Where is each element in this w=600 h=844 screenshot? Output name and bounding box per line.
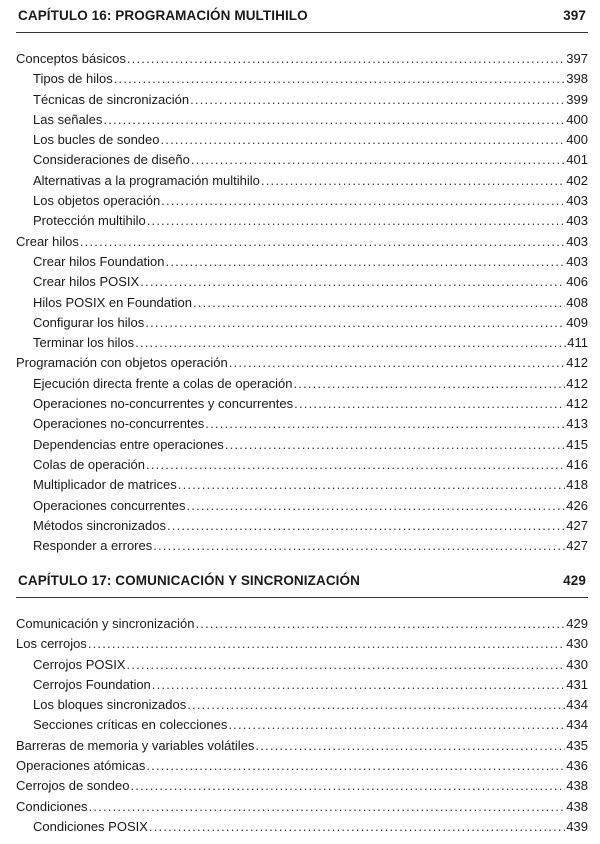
toc-entry-page-number: 416 — [566, 456, 588, 472]
toc-entry — [16, 353, 588, 373]
chapter-heading — [16, 573, 588, 598]
toc-entry-label: Cerrojos de sondeo — [16, 778, 130, 794]
toc-subentry — [16, 90, 588, 110]
toc-subentry — [16, 130, 588, 150]
toc-entry-page-number: 427 — [566, 538, 588, 554]
dot-leader — [140, 272, 565, 292]
toc-entry-label: Crear hilos POSIX — [33, 274, 140, 290]
toc-subentry — [16, 110, 588, 130]
toc-entry — [16, 634, 588, 654]
chapter-title: CAPÍTULO 16: PROGRAMACIÓN MULTIHILO — [18, 8, 308, 23]
toc-entry-label: Multiplicador de matrices — [33, 477, 177, 493]
toc-subentry — [16, 435, 588, 455]
toc-entry-page-number: 400 — [566, 111, 588, 127]
toc-subentry — [16, 655, 588, 675]
toc-entry-page-number: 412 — [566, 355, 588, 371]
toc-entry — [16, 776, 588, 796]
toc-subentry — [16, 272, 588, 292]
toc-entry-page-number: 434 — [566, 697, 588, 713]
toc-entry-page-number: 430 — [566, 636, 588, 652]
chapter-17-section — [16, 573, 588, 837]
dot-leader — [166, 252, 566, 272]
toc-entry-label: Operaciones no-concurrentes y concurrentes — [33, 396, 294, 412]
toc-subentry — [16, 414, 588, 434]
toc-entry-label: Protección multihilo — [33, 213, 146, 229]
toc-entry-page-number: 402 — [566, 172, 588, 188]
dot-leader — [146, 756, 565, 776]
toc-entry-page-number: 409 — [566, 314, 588, 330]
chapter-16-section — [16, 8, 588, 556]
dot-leader — [149, 817, 565, 837]
dot-leader — [88, 634, 565, 654]
toc-subentry — [16, 475, 588, 495]
dot-leader — [80, 232, 565, 252]
toc-entry-label: Alternativas a la programación multihilo — [33, 172, 260, 188]
dot-leader — [152, 675, 566, 695]
toc-entry-page-number: 439 — [566, 818, 588, 834]
toc-entry — [16, 49, 588, 69]
toc-entry-page-number: 412 — [566, 396, 588, 412]
chapter-page-number: 397 — [563, 8, 586, 23]
dot-leader — [229, 353, 566, 373]
toc-entry-page-number: 438 — [566, 778, 588, 794]
toc-subentry — [16, 333, 588, 353]
toc-entry-label: Terminar los hilos — [33, 335, 135, 351]
toc-subentry — [16, 496, 588, 516]
toc-entry-label: Conceptos básicos — [16, 51, 126, 66]
dot-leader — [225, 435, 565, 455]
chapter-page-number: 429 — [563, 573, 586, 588]
toc-entry-label: Los cerrojos — [16, 636, 87, 652]
dot-leader — [190, 90, 565, 110]
toc-subentry — [16, 455, 588, 475]
dot-leader — [187, 695, 565, 715]
dot-leader — [255, 736, 565, 756]
dot-leader — [130, 776, 565, 796]
toc-entry-page-number: 408 — [566, 294, 588, 310]
dot-leader — [205, 414, 565, 434]
toc-entry-page-number: 415 — [566, 436, 588, 452]
dot-leader — [145, 313, 565, 333]
toc-entry-page-number: 399 — [566, 91, 588, 107]
toc-entry-label: Los objetos operación — [33, 193, 161, 209]
dot-leader — [193, 293, 565, 313]
toc-entry-page-number: 413 — [566, 416, 588, 432]
toc-subentry — [16, 675, 588, 695]
toc-subentry — [16, 394, 588, 414]
dot-leader — [103, 110, 565, 130]
toc-entry-page-number: 403 — [566, 213, 588, 229]
toc-entry-label: Condiciones — [16, 798, 88, 814]
toc-entry-page-number: 406 — [566, 274, 588, 290]
toc-entry — [16, 756, 588, 776]
toc-entry-label: Los bucles de sondeo — [33, 132, 160, 148]
dot-leader — [294, 394, 565, 414]
toc-entry-page-number: 434 — [566, 717, 588, 733]
toc-entry-page-number: 431 — [566, 676, 588, 692]
toc-entry-page-number: 435 — [566, 737, 588, 753]
toc-entry-label: Consideraciones de diseño — [33, 152, 190, 168]
toc-subentry — [16, 150, 588, 170]
toc-entry — [16, 797, 588, 817]
toc-entry-label: Programación con objetos operación — [16, 355, 228, 371]
dot-leader — [89, 797, 566, 817]
toc-subentry — [16, 313, 588, 333]
dot-leader — [114, 69, 566, 89]
dot-leader — [147, 211, 566, 231]
toc-entry-page-number: 398 — [566, 71, 588, 87]
toc-entry-label: Hilos POSIX en Foundation — [33, 294, 192, 310]
toc-entry-page-number: 411 — [567, 335, 588, 351]
dot-leader — [178, 475, 566, 495]
toc-entry-page-number: 397 — [566, 51, 588, 66]
dot-leader — [135, 333, 566, 353]
toc-entry-page-number: 436 — [566, 758, 588, 774]
dot-leader — [228, 715, 565, 735]
toc-entry-label: Las señales — [33, 111, 103, 127]
toc-entry-label: Métodos sincronizados — [33, 517, 166, 533]
toc-entry-label: Secciones críticas en colecciones — [33, 717, 228, 733]
toc-subentry — [16, 191, 588, 211]
toc-entry-label: Operaciones no-concurrentes — [33, 416, 205, 432]
toc-subentry — [16, 252, 588, 272]
toc-entry-page-number: 403 — [566, 193, 588, 209]
toc-entry — [16, 232, 588, 252]
toc-subentry — [16, 695, 588, 715]
toc-subentry — [16, 69, 588, 89]
toc-entry-label: Configurar los hilos — [33, 314, 145, 330]
toc-entry-label: Crear hilos — [16, 233, 79, 249]
toc-entry-label: Operaciones atómicas — [16, 758, 146, 774]
toc-entry-page-number: 403 — [566, 253, 588, 269]
toc-entry-page-number: 412 — [566, 375, 588, 391]
toc-entry-label: Cerrojos POSIX — [33, 656, 126, 672]
toc-subentry — [16, 536, 588, 556]
toc-entry-page-number: 401 — [566, 152, 588, 168]
dot-leader — [186, 496, 565, 516]
dot-leader — [160, 130, 565, 150]
toc-entry — [16, 736, 588, 756]
dot-leader — [195, 614, 565, 634]
toc-subentry — [16, 817, 588, 837]
chapter-heading — [16, 8, 588, 33]
toc-entry-label: Los bloques sincronizados — [33, 697, 187, 713]
toc-entry-page-number: 403 — [566, 233, 588, 249]
toc-entry-label: Cerrojos Foundation — [33, 676, 151, 692]
toc-entry — [16, 614, 588, 634]
toc-entry-label: Barreras de memoria y variables volátiles — [16, 737, 255, 753]
toc-entry-list — [16, 614, 588, 837]
dot-leader — [167, 516, 565, 536]
toc-entry-page-number: 438 — [566, 798, 588, 814]
toc-entry-label: Responder a errores — [33, 538, 153, 554]
toc-entry-page-number: 427 — [566, 517, 588, 533]
dot-leader — [261, 171, 565, 191]
toc-subentry — [16, 293, 588, 313]
toc-subentry — [16, 516, 588, 536]
dot-leader — [293, 374, 565, 394]
toc-entry-label: Dependencias entre operaciones — [33, 436, 224, 452]
toc-subentry — [16, 211, 588, 231]
dot-leader — [146, 455, 565, 475]
toc-entry-label: Crear hilos Foundation — [33, 253, 165, 269]
toc-subentry — [16, 715, 588, 735]
dot-leader — [127, 49, 565, 69]
toc-entry-page-number: 429 — [566, 616, 588, 631]
toc-entry-page-number: 400 — [566, 132, 588, 148]
dot-leader — [126, 655, 565, 675]
toc-entry-label: Colas de operación — [33, 456, 146, 472]
toc-subentry — [16, 171, 588, 191]
toc-entry-label: Condiciones POSIX — [33, 818, 148, 834]
dot-leader — [153, 536, 565, 556]
chapter-title: CAPÍTULO 17: COMUNICACIÓN Y SINCRONIZACIÓN — [18, 573, 360, 588]
toc-entry-label: Ejecución directa frente a colas de operación — [33, 375, 293, 391]
dot-leader — [191, 150, 565, 170]
toc-entry-label: Tipos de hilos — [33, 71, 113, 87]
toc-entry-label: Técnicas de sincronización — [33, 91, 190, 107]
toc-entry-label: Operaciones concurrentes — [33, 497, 186, 513]
toc-entry-label: Comunicación y sincronización — [16, 616, 195, 631]
dot-leader — [161, 191, 565, 211]
toc-entry-page-number: 430 — [566, 656, 588, 672]
toc-subentry — [16, 374, 588, 394]
toc-entry-page-number: 426 — [566, 497, 588, 513]
toc-entry-list — [16, 49, 588, 556]
toc-entry-page-number: 418 — [566, 477, 588, 493]
